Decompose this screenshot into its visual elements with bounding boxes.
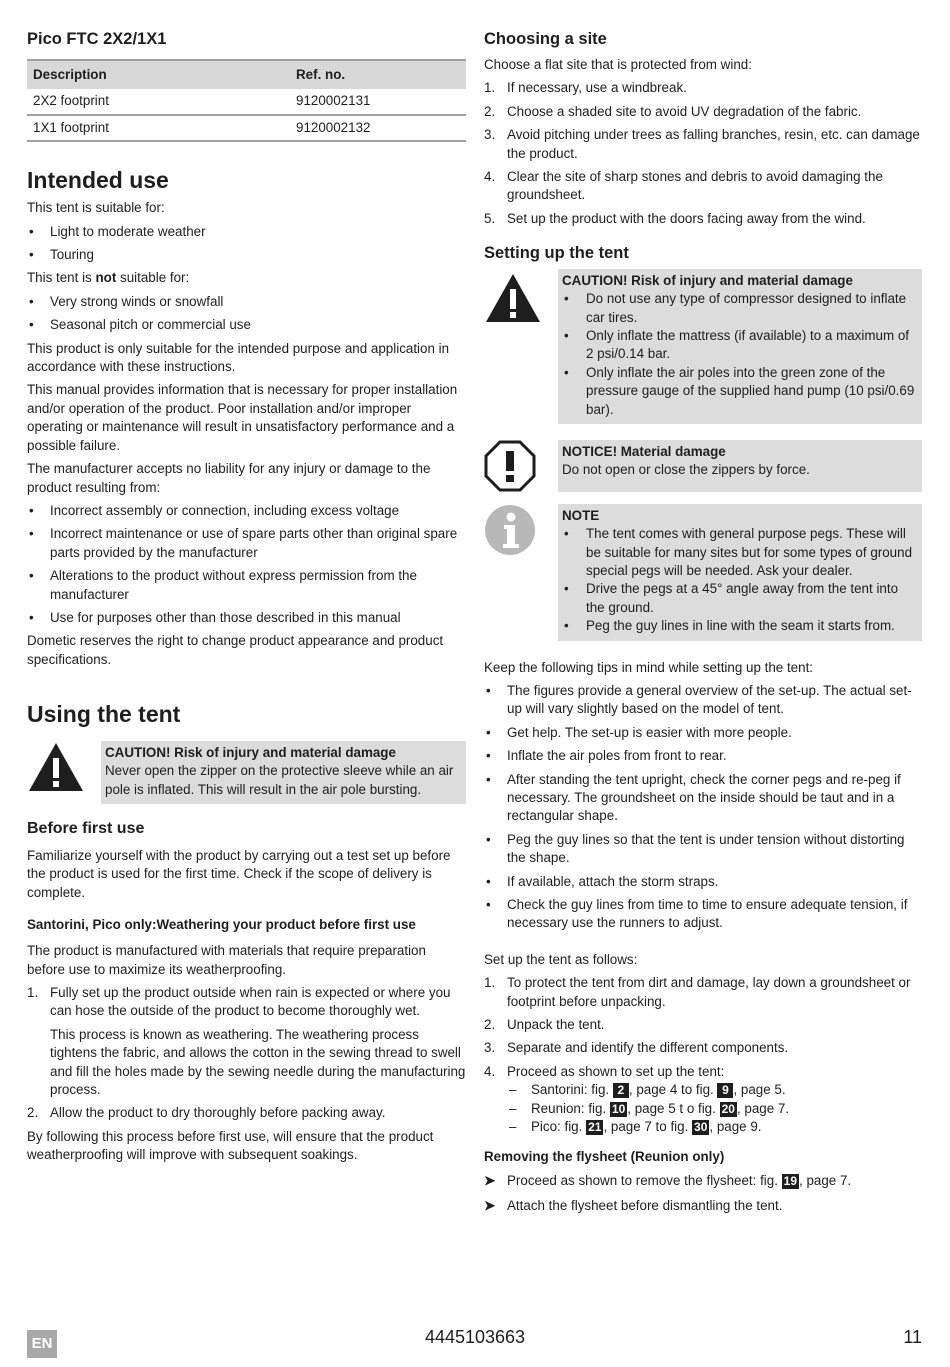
figure-ref-text: Reunion: fig. [531,1100,610,1116]
list-item: • Incorrect maintenance or use of spare parts other than original spare parts provided by the manufacturer [27,525,466,562]
step-text: To protect the tent from dirt and damage, lay down a groundsheet or footprint before unpacking. [507,975,911,1009]
table-cell: 2X2 footprint [27,89,290,114]
figure-ref-text: Pico: fig. [531,1119,587,1135]
site-steps [484,79,922,228]
list-item: • Incorrect assembly or connection, including excess voltage [27,502,466,520]
list-item [484,974,922,1011]
step-number: 4. [484,1063,496,1079]
step-text: Clear the site of sharp stones and debris to avoid damaging the groundsheet. [507,169,883,203]
list-item [484,103,922,121]
site-intro: Choose a flat site that is protected from wind: [484,57,752,72]
not-suitable-bold: not [95,270,117,286]
intended-use-heading: Intended use [27,167,169,194]
notice-block [484,440,922,492]
caution-block [484,269,922,424]
caution-title: CAUTION! Risk of injury and material damage [562,273,853,289]
list-item [27,1104,466,1122]
list-item: • Check the guy lines from time to time to ensure adequate tension, if necessary use the runners to adjust. [484,896,922,933]
step-text: Attach the flysheet before dismantling the tent. [507,1197,783,1213]
list-item: • Do not use any type of compressor designed to inflate car tires. [562,290,918,327]
weathering-closing: By following this process before first use, will ensure that the product weatherproofing will improve with subsequent soakings. [27,1128,434,1163]
figure-number-badge[interactable]: 9 [717,1083,733,1098]
choosing-site-heading: Choosing a site [484,30,607,48]
table-header-description: Description [27,60,290,89]
caution-text: Never open the zipper on the protective sleeve while an air pole is inflated. This will result in the air pole bursting. [105,763,454,797]
caution-title: CAUTION! Risk of injury and material damage [105,745,396,761]
list-item [484,1039,922,1057]
footprint-table [27,59,466,142]
flysheet-steps [484,1172,922,1215]
info-circle-icon [484,504,558,640]
list-item [484,168,922,205]
table-header-refno: Ref. no. [290,60,466,89]
step-text: Proceed as shown to set up the tent: [507,1063,725,1079]
left-column [27,28,466,1170]
figure-ref-reunion [507,1100,922,1118]
suitable-intro: This tent is suitable for: [27,200,165,216]
before-first-use-text: Familiarize yourself with the product by carrying out a test set up before the product is used for the first time. Check if the scope of delivery is complete. [27,847,451,900]
step-text: Choose a shaded site to avoid UV degradation of the fabric. [507,103,862,119]
step-text: , page 7. [799,1173,852,1189]
setup-intro: Set up the tent as follows: [484,951,638,967]
notice-octagon-icon [484,440,558,492]
table-cell: 9120002131 [290,89,466,114]
step-number: 5. [484,210,496,226]
weathering-heading: Santorini, Pico only:Weathering your product before first use [27,917,416,933]
weathering-steps [27,984,466,1123]
list-item [484,126,922,163]
pico-title: Pico FTC 2X2/1X1 [27,30,167,48]
not-suitable-list [27,293,466,335]
step-text: If necessary, use a windbreak. [507,80,687,96]
figure-ref-text: Santorini: fig. [531,1082,613,1098]
step-number: 1. [27,985,39,1000]
figure-ref-text: , page 5 t o fig. [627,1100,720,1116]
table-row [27,89,466,114]
notice-text: Do not open or close the zippers by force. [562,462,810,478]
step-number: 2. [27,1105,39,1121]
table-row [27,115,466,141]
intended-paragraph-1: This product is only suitable for the intended purpose and application in accordance with these instructions. [27,340,450,375]
note-block [484,504,922,640]
flysheet-heading: Removing the flysheet (Reunion only) [484,1149,725,1165]
list-item: • Only inflate the mattress (if available) to a maximum of 2 psi/0.14 bar. [562,327,918,364]
figure-ref-text: , page 7. [736,1100,790,1116]
step-number: 2. [484,103,496,119]
list-item [484,210,922,228]
caution-block [27,741,466,804]
step-text: Fully set up the product outside when rain is expected or where you can hose the outside of the product to become thoroughly wet. [50,985,451,1019]
not-suitable-post: suitable for: [116,270,190,286]
step-number: 1. [484,975,496,991]
action-arrow-icon: ➤ [484,1173,496,1189]
step-text: Avoid pitching under trees as falling branches, resin, etc. can damage the product. [507,127,920,161]
step-number: 4. [484,169,496,185]
note-list [562,525,918,635]
not-suitable-intro [27,269,466,287]
figure-number-badge[interactable]: 19 [783,1174,798,1189]
list-item [484,1197,922,1215]
list-item: • Light to moderate weather [27,223,466,241]
list-item: • Touring [27,246,466,264]
list-item: • The tent comes with general purpose pegs. These will be suitable for many sites but for some types of ground special pegs will be needed. Ask your dealer. [562,525,918,580]
figure-ref-text: , page 5. [733,1082,786,1098]
list-item: • Very strong winds or snowfall [27,293,466,311]
list-item: • Inflate the air poles from front to rear. [484,747,922,765]
list-item [484,1172,922,1190]
list-item [484,79,922,97]
step-text: Allow the product to dry thoroughly before packing away. [50,1105,386,1121]
step-number: 3. [484,1040,496,1056]
step-text: Separate and identify the different components. [507,1040,789,1056]
figure-number-badge[interactable]: 10 [611,1101,626,1116]
list-item [484,1063,922,1137]
intended-paragraph-3: The manufacturer accepts no liability for any injury or damage to the product resulting from: [27,461,431,495]
step-text: Unpack the tent. [507,1017,605,1033]
figure-ref-text: , page 4 to fig. [628,1082,718,1098]
list-item: • Peg the guy lines so that the tent is under tension without distorting the shape. [484,831,922,868]
notice-box [558,440,922,492]
suitable-list [27,223,466,265]
list-item: • The figures provide a general overview of the set-up. The actual set-up will vary slightly based on the model of tent. [484,682,922,719]
step-number: 2. [484,1017,496,1033]
intended-paragraph-4: Dometic reserves the right to change product appearance and product specifications. [27,633,444,667]
setting-up-heading: Setting up the tent [484,244,629,263]
list-item: • Only inflate the air poles into the green zone of the pressure gauge of the supplied hand pump (10 psi/0.69 bar). [562,364,918,419]
figure-number-badge[interactable]: 30 [694,1120,708,1135]
warning-triangle-icon [484,269,558,424]
list-item: • Use for purposes other than those described in this manual [27,609,466,627]
step-extra: This process is known as weathering. The weathering process tightens the fabric, and allows the cotton in the sewing thread to swell and fill the holes made by the sewing needle during the manufacturing process. [50,1026,466,1098]
list-item: • Drive the pegs at a 45° angle away from the tent into the ground. [562,580,918,617]
not-suitable-pre: This tent is [27,270,96,286]
table-cell: 9120002132 [290,115,466,141]
before-first-use-heading: Before first use [27,819,145,837]
action-arrow-icon: ➤ [484,1197,496,1213]
list-item: • Seasonal pitch or commercial use [27,316,466,334]
figure-ref-santorini [507,1081,922,1099]
step-text: Proceed as shown to remove the flysheet: fig. [507,1173,782,1189]
table-header-row [27,60,466,89]
weathering-intro: The product is manufactured with materials that require preparation before use to maximize its weatherproofing. [27,943,426,977]
figure-number-badge[interactable]: 20 [721,1101,735,1116]
warning-triangle-icon [27,741,101,804]
table-cell: 1X1 footprint [27,115,290,141]
tips-list [484,682,922,933]
step-text: Set up the product with the doors facing away from the wind. [507,210,866,226]
setup-steps [484,974,922,1136]
notice-title: NOTICE! Material damage [562,444,726,460]
step-number: 1. [484,80,496,96]
tips-intro: Keep the following tips in mind while setting up the tent: [484,659,814,675]
figure-number-badge[interactable]: 2 [613,1083,629,1098]
liability-list [27,502,466,627]
page-number: 11 [903,1327,922,1347]
list-item: • Peg the guy lines in line with the seam it starts from. [562,617,918,635]
intended-paragraph-2: This manual provides information that is necessary for proper installation and/or operation of the product. Poor installation and/or improper operating or maintenance will result in unsatisfactory performance and a possible failure. [27,382,458,453]
figure-ref-text: , page 9. [709,1119,762,1135]
right-column [484,28,922,1221]
list-item [484,1016,922,1034]
document-code: 4445103663 [424,1327,526,1347]
list-item: • After standing the tent upright, check the corner pegs and re-peg if necessary. The groundsheet on the inside should be taut and in a rectangular shape. [484,771,922,826]
list-item: • If available, attach the storm straps. [484,873,922,891]
figure-ref-list [507,1081,922,1136]
language-badge: EN [27,1330,57,1358]
figure-ref-text: , page 7 to fig. [603,1119,693,1135]
caution-box [558,269,922,424]
list-item: • Alterations to the product without express permission from the manufacturer [27,567,466,604]
step-number: 3. [484,127,496,143]
note-title: NOTE [562,508,600,524]
caution-box [101,741,466,804]
caution-list [562,290,918,419]
figure-ref-pico [507,1118,922,1136]
note-box [558,504,922,640]
figure-number-badge[interactable]: 21 [588,1120,602,1135]
list-item [27,984,466,1099]
list-item: • Get help. The set-up is easier with more people. [484,724,922,742]
using-tent-heading: Using the tent [27,701,181,728]
